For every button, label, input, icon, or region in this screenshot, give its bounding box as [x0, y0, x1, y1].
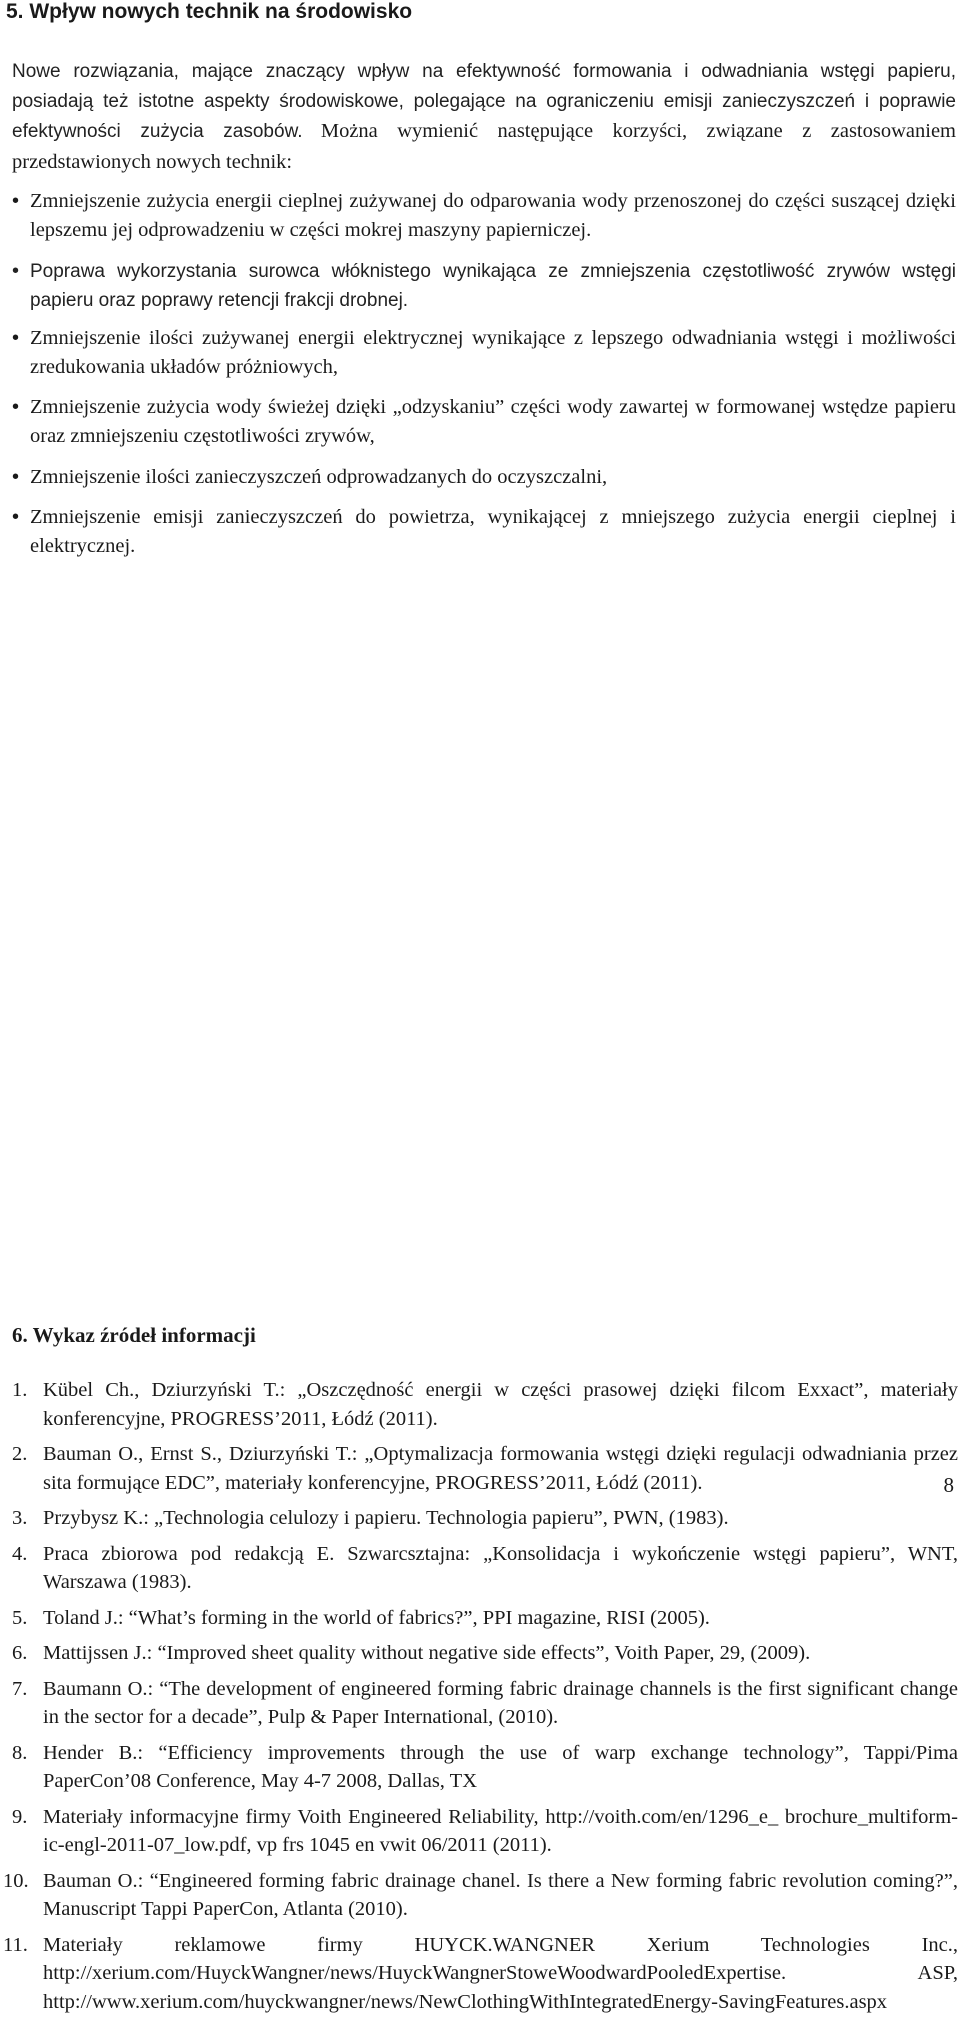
reference-item	[12, 1639, 958, 1668]
reference-number: 3.	[12, 1507, 28, 1529]
reference-number: 5.	[12, 1606, 28, 1629]
bullet-icon: •	[12, 396, 20, 418]
benefit-item: • Zmniejszenie zużycia wody świeżej dzięki „odzyskaniu” części wody zawartej w formowanej wstędze papieru oraz zmniejszeniu częstotliwości zrywów,	[12, 393, 956, 451]
reference-number: 11.	[3, 1933, 28, 1956]
reference-number: 7.	[12, 1677, 28, 1700]
reference-number: 4.	[12, 1542, 28, 1565]
reference-text: Przybysz K.: „Technologia celulozy i papieru. Technologia papieru”, PWN, (1983).	[43, 1507, 729, 1529]
reference-item	[3, 1931, 958, 2017]
intro-sans-text: Nowe rozwiązania, mające znaczący wpływ na efektywność formowania i odwadniania wstęgi papieru, posiadają też istotne aspekty środowiskowe, polegające na ograniczeniu emisji zanieczyszczeń i poprawie efektywności zużycia zasobów.	[12, 61, 956, 142]
reference-text: Kübel Ch., Dziurzyński T.: „Oszczędność energii w części prasowej dzięki filcom Exxact”, materiały konferencyjne, PROGRESS’2011, Łódź (2011).	[43, 1379, 958, 1430]
reference-item	[12, 1504, 958, 1533]
reference-text: Baumann O.: “The development of engineered forming fabric drainage channels is the first significant change in the sector for a decade”, Pulp & Paper International, (2010).	[43, 1677, 958, 1728]
section-6-heading: 6. Wykaz źródeł informacji	[12, 1323, 256, 1347]
benefit-item: • Zmniejszenie ilości zużywanej energii elektrycznej wynikające z lepszego odwadniania wstęgi i możliwości zredukowania układów próżniowych,	[12, 324, 956, 382]
reference-number: 2.	[12, 1443, 28, 1465]
reference-number: 6.	[12, 1642, 28, 1664]
benefit-item: • Poprawa wykorzystania surowca włóknistego wynikająca ze zmniejszenia częstotliwość zrywów wstęgi papieru oraz poprawy retencji frakcji drobnej.	[12, 257, 956, 315]
reference-text: Praca zbiorowa pod redakcją E. Szwarcsztajna: „Konsolidacja i wykończenie wstęgi papieru”, WNT, Warszawa (1983).	[43, 1542, 958, 1593]
section-5-heading: 5. Wpływ nowych technik na środowisko	[6, 0, 413, 23]
reference-text: Bauman O.: “Engineered forming fabric drainage chanel. Is there a New forming fabric revolution coming?”, Manuscript Tappi PaperCon, Atlanta (2010).	[43, 1869, 958, 1920]
section-5-intro	[12, 58, 956, 178]
reference-item	[12, 1803, 958, 1860]
reference-number: 9.	[12, 1805, 28, 1828]
bullet-icon: •	[12, 190, 20, 212]
reference-item	[12, 1675, 958, 1732]
benefit-item: • Zmniejszenie emisji zanieczyszczeń do powietrza, wynikającej z mniejszego zużycia energii cieplnej i elektrycznej.	[12, 503, 956, 561]
reference-item	[12, 1540, 958, 1597]
reference-number: 1.	[12, 1379, 28, 1401]
reference-item	[12, 1604, 958, 1633]
reference-text: Materiały reklamowe firmy HUYCK.WANGNER Xerium Technologies Inc., http://xerium.com/HuyckWangner/news/HuyckWangnerStoweWoodwardPooledExpertise. ASP, http://www.xerium.com/huyckwangner/news/NewClothingWithIntegratedEnergy-SavingFeatures.aspx	[43, 1933, 958, 2013]
intro-serif-text: Można wymienić następujące korzyści, związane z zastosowaniem przedstawionych nowych technik:	[12, 120, 956, 173]
bullet-icon: •	[12, 259, 20, 282]
benefits-list	[12, 187, 956, 573]
reference-number: 10.	[3, 1869, 29, 1892]
reference-text: Hender B.: “Efficiency improvements through the use of warp exchange technology”, Tappi/Pima PaperCon’08 Conference, May 4-7 2008, Dallas, TX	[43, 1741, 958, 1792]
reference-item	[12, 1739, 958, 1796]
bullet-icon: •	[12, 326, 20, 349]
page-number: 8	[943, 1473, 954, 1497]
reference-item	[12, 1440, 958, 1497]
references-list	[3, 1376, 958, 2023]
reference-item	[3, 1867, 958, 1924]
reference-number: 8.	[12, 1741, 28, 1764]
reference-item	[12, 1376, 958, 1433]
benefit-item: • Zmniejszenie ilości zanieczyszczeń odprowadzanych do oczyszczalni,	[12, 463, 956, 492]
bullet-icon: •	[12, 506, 20, 528]
reference-text: Materiały informacyjne firmy Voith Engineered Reliability, http://voith.com/en/1296_e_ brochure_multiform-ic-engl-2011-07_low.pdf, vp frs 1045 en vwit 06/2011 (2011).	[43, 1805, 958, 1856]
benefit-item: • Zmniejszenie zużycia energii cieplnej zużywanej do odparowania wody przenoszonej do części suszącej dzięki lepszemu jej odprowadzeniu w części mokrej maszyny papierniczej.	[12, 187, 956, 245]
bullet-icon: •	[12, 465, 20, 488]
reference-text: Mattijssen J.: “Improved sheet quality without negative side effects”, Voith Paper, 29, (2009).	[43, 1642, 811, 1664]
reference-text: Bauman O., Ernst S., Dziurzyński T.: „Optymalizacja formowania wstęgi dzięki regulacji odwadniania przez sita formujące EDC”, materiały konferencyjne, PROGRESS’2011, Łódź (2011).	[43, 1443, 958, 1494]
reference-text: Toland J.: “What’s forming in the world of fabrics?”, PPI magazine, RISI (2005).	[43, 1606, 710, 1629]
